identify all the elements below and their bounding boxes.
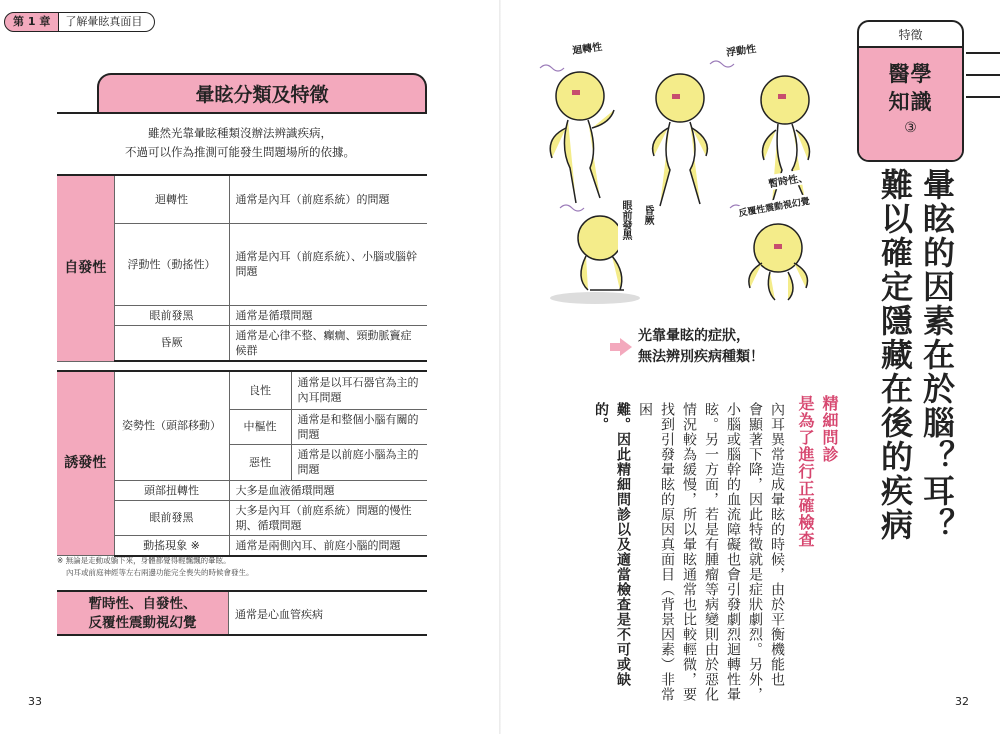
headline xyxy=(874,168,958,618)
label-temporary: 暫時性、 xyxy=(767,169,809,191)
desc-cell: 大多是血液循環問題 xyxy=(229,480,427,500)
body-column: 找到引發暈眩的原因真面目（背景因素）非常困 xyxy=(637,402,675,702)
type-cell: 眼前發黑 xyxy=(114,500,229,535)
desc-cell: 通常是心律不整、癲癇、頸動脈竇症候群 xyxy=(229,325,427,361)
subtype-cell: 惡性 xyxy=(229,444,291,480)
callout-line: 光靠暈眩的症狀， xyxy=(638,328,750,344)
feature-line: 醫學 xyxy=(888,62,933,86)
temporary-label-line: 暫時性、自發性、 xyxy=(88,596,197,612)
body-column: 眩。另一方面，若是有腫瘤等病變則由於惡化 xyxy=(703,402,719,702)
footnote xyxy=(57,555,437,579)
arrow-right-icon xyxy=(610,338,632,356)
callout-line: 無法辨別疾病種類！ xyxy=(638,349,764,365)
feature-top-label: 特徵 xyxy=(859,22,962,48)
footnote-line: 內耳或前庭神經等左右兩邊功能完全喪失的時候會發生。 xyxy=(66,568,254,577)
intro-text xyxy=(90,124,390,162)
label-faint: 昏厥 xyxy=(640,205,655,245)
temporary-label-line: 反覆性震動視幻覺 xyxy=(88,615,197,631)
desc-cell: 通常是以前庭小腦為主的問題 xyxy=(291,444,427,480)
feature-box xyxy=(857,20,964,162)
temporary-vertigo-row xyxy=(57,590,427,636)
desc-cell: 通常是內耳（前庭系統）、小腦或腦幹問題 xyxy=(229,223,427,305)
feature-main xyxy=(859,48,962,162)
type-cell: 眼前發黑 xyxy=(114,305,229,325)
subtype-cell: 中樞性 xyxy=(229,409,291,444)
category-induced: 誘發性 xyxy=(57,371,114,556)
subheading-column: 是為了進行正確檢查 xyxy=(796,395,815,548)
body-column: 的。 xyxy=(593,402,609,432)
callout-text xyxy=(638,326,764,368)
category-spontaneous: 自發性 xyxy=(57,175,114,361)
desc-cell: 通常是以耳石器官為主的內耳問題 xyxy=(291,371,427,409)
type-cell: 動搖現象 ※ xyxy=(114,535,229,556)
type-cell: 頭部扭轉性 xyxy=(114,480,229,500)
section-title: 暈眩分類及特徵 xyxy=(97,73,427,113)
type-cell: 浮動性（動搖性） xyxy=(114,223,229,305)
type-cell: 迴轉性 xyxy=(114,175,229,223)
body-column: 情況較為緩慢，所以暈眩通常也比較輕微，要 xyxy=(681,402,697,702)
table-row xyxy=(57,371,427,409)
page-number: 32 xyxy=(955,695,969,708)
table-row xyxy=(57,175,427,223)
body-column: 小腦或腦幹的血流障礙也會引發劇烈迴轉性暈 xyxy=(725,402,741,702)
label-floating: 浮動性 xyxy=(725,40,757,59)
subtype-cell: 良性 xyxy=(229,371,291,409)
right-page xyxy=(500,0,1000,734)
desc-cell: 大多是內耳（前庭系統）問題的慢性期、循環問題 xyxy=(229,500,427,535)
temporary-label xyxy=(57,592,229,634)
vertigo-figures-illustration xyxy=(530,28,860,318)
decorative-lines xyxy=(966,52,1000,118)
chapter-number: 第 1 章 xyxy=(4,12,59,32)
feature-number: ③ xyxy=(904,120,917,136)
spontaneous-table xyxy=(57,174,427,362)
headline-column: 暈眩的因素在於腦？耳？ xyxy=(918,168,956,542)
temporary-desc: 通常是心血管疾病 xyxy=(235,608,323,621)
page-number: 33 xyxy=(28,695,42,708)
subheading-column: 精細問診 xyxy=(820,395,839,463)
desc-cell: 通常是內耳（前庭系統）的問題 xyxy=(229,175,427,223)
footnote-line: ※ 無論是走動或躺下來，身體都覺得輕飄飄的暈眩。 xyxy=(57,556,231,565)
body-text xyxy=(590,402,788,702)
intro-line: 不過可以作為推測可能發生問題場所的依據。 xyxy=(125,145,355,159)
induced-table xyxy=(57,370,427,557)
body-column: 內耳異常造成暈眩的時候，由於平衡機能也 xyxy=(769,402,785,687)
headline-column: 難以確定隱藏在後的疾病 xyxy=(876,168,914,542)
section-divider xyxy=(57,112,427,114)
desc-cell: 通常是兩側內耳、前庭小腦的問題 xyxy=(229,535,427,556)
label-blackout: 眼前發黑 xyxy=(618,200,633,260)
type-cell: 姿勢性（頭部移動） xyxy=(114,371,229,480)
chapter-tab xyxy=(4,12,155,32)
callout xyxy=(610,326,764,368)
feature-line: 知識 xyxy=(888,90,933,114)
subheading xyxy=(793,395,841,595)
desc-cell: 通常是和整個小腦有關的問題 xyxy=(291,409,427,444)
label-rotary: 迴轉性 xyxy=(571,38,603,57)
body-column: 會顯著下降，因此特徵就是症狀劇烈。另外， xyxy=(747,402,763,702)
desc-cell: 通常是循環問題 xyxy=(229,305,427,325)
label-oscillopsia: 反覆性震動視幻覺 xyxy=(737,194,810,219)
body-column: 難。因此精細問診以及適當檢查是不可或缺 xyxy=(615,402,631,687)
intro-line: 雖然光靠暈眩種類沒辦法辨識疾病， xyxy=(148,126,332,140)
type-cell: 昏厥 xyxy=(114,325,229,361)
chapter-title: 了解暈眩真面目 xyxy=(59,12,155,32)
